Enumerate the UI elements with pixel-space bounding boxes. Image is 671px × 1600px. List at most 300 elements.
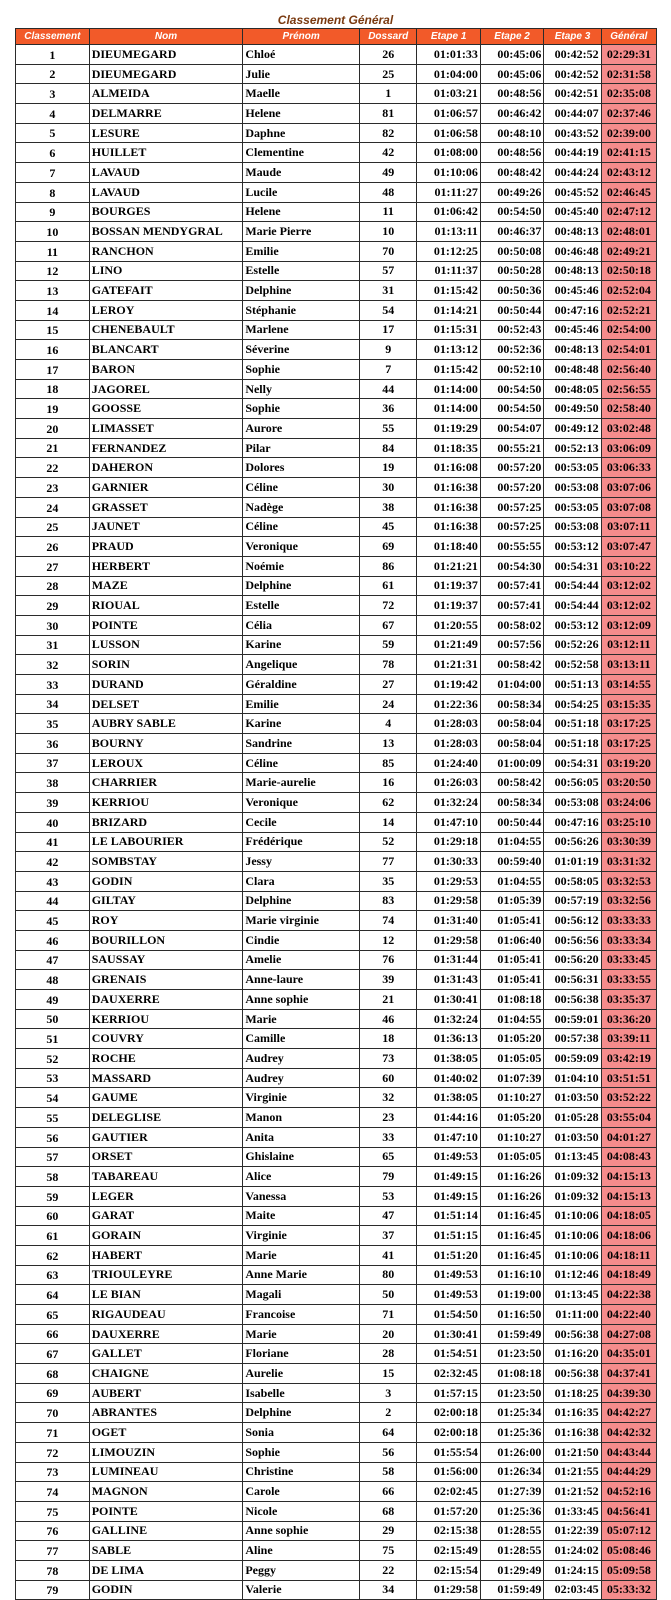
cell-etape1: 01:51:15 — [417, 1226, 480, 1246]
cell-nom: GILTAY — [89, 891, 243, 911]
cell-dossard: 20 — [360, 1324, 417, 1344]
cell-etape3: 00:56:12 — [544, 911, 601, 931]
cell-etape1: 01:19:37 — [417, 576, 480, 596]
cell-etape1: 01:29:18 — [417, 832, 480, 852]
cell-etape1: 02:02:45 — [417, 1482, 480, 1502]
cell-dossard: 28 — [360, 1344, 417, 1364]
cell-general: 03:52:22 — [601, 1088, 656, 1108]
cell-classement: 42 — [16, 852, 90, 872]
cell-etape2: 01:05:05 — [480, 1147, 543, 1167]
cell-etape2: 01:23:50 — [480, 1344, 543, 1364]
cell-dossard: 18 — [360, 1029, 417, 1049]
cell-general: 03:51:51 — [601, 1068, 656, 1088]
cell-etape1: 01:16:38 — [417, 517, 480, 537]
cell-prenom: Marie — [243, 1009, 360, 1029]
cell-etape3: 01:05:28 — [544, 1108, 601, 1128]
cell-general: 03:33:33 — [601, 911, 656, 931]
cell-prenom: Emilie — [243, 241, 360, 261]
page-title: Classement Général — [277, 13, 394, 27]
table-row — [16, 1226, 657, 1246]
cell-dossard: 55 — [360, 419, 417, 439]
cell-etape3: 00:53:08 — [544, 517, 601, 537]
cell-classement: 41 — [16, 832, 90, 852]
cell-general: 02:50:18 — [601, 261, 656, 281]
table-row — [16, 635, 657, 655]
cell-classement: 22 — [16, 458, 90, 478]
cell-classement: 69 — [16, 1383, 90, 1403]
table-row — [16, 1324, 657, 1344]
cell-etape2: 01:05:39 — [480, 891, 543, 911]
cell-nom: GAUTIER — [89, 1127, 243, 1147]
cell-prenom: Clara — [243, 871, 360, 891]
cell-general: 03:39:11 — [601, 1029, 656, 1049]
table-row — [16, 143, 657, 163]
cell-dossard: 49 — [360, 163, 417, 183]
cell-etape3: 00:45:46 — [544, 320, 601, 340]
cell-dossard: 48 — [360, 182, 417, 202]
cell-nom: AUBERT — [89, 1383, 243, 1403]
cell-classement: 23 — [16, 478, 90, 498]
cell-classement: 79 — [16, 1580, 90, 1600]
cell-nom: PRAUD — [89, 537, 243, 557]
cell-prenom: Virginie — [243, 1226, 360, 1246]
table-row — [16, 241, 657, 261]
cell-etape1: 01:21:21 — [417, 556, 480, 576]
cell-prenom: Helene — [243, 202, 360, 222]
cell-general: 04:52:16 — [601, 1482, 656, 1502]
cell-general: 03:33:45 — [601, 950, 656, 970]
cell-nom: ABRANTES — [89, 1403, 243, 1423]
cell-etape1: 01:12:25 — [417, 241, 480, 261]
table-row — [16, 45, 657, 65]
cell-dossard: 59 — [360, 635, 417, 655]
table-row — [16, 64, 657, 84]
cell-nom: MAGNON — [89, 1482, 243, 1502]
cell-dossard: 54 — [360, 300, 417, 320]
cell-etape1: 01:11:37 — [417, 261, 480, 281]
cell-nom: LUSSON — [89, 635, 243, 655]
cell-nom: RANCHON — [89, 241, 243, 261]
cell-etape2: 01:05:41 — [480, 970, 543, 990]
cell-etape1: 01:11:27 — [417, 182, 480, 202]
cell-prenom: Delphine — [243, 576, 360, 596]
cell-dossard: 31 — [360, 281, 417, 301]
cell-etape1: 01:49:15 — [417, 1186, 480, 1206]
cell-etape2: 00:58:34 — [480, 694, 543, 714]
cell-dossard: 35 — [360, 871, 417, 891]
cell-etape3: 01:04:10 — [544, 1068, 601, 1088]
cell-dossard: 57 — [360, 261, 417, 281]
cell-general: 03:12:02 — [601, 576, 656, 596]
cell-classement: 56 — [16, 1127, 90, 1147]
cell-etape2: 01:16:50 — [480, 1305, 543, 1325]
table-row — [16, 970, 657, 990]
cell-classement: 6 — [16, 143, 90, 163]
cell-prenom: Sophie — [243, 360, 360, 380]
table-row — [16, 478, 657, 498]
table-body — [16, 45, 657, 1600]
cell-prenom: Séverine — [243, 340, 360, 360]
cell-etape1: 01:19:29 — [417, 419, 480, 439]
cell-etape2: 01:16:45 — [480, 1245, 543, 1265]
cell-dossard: 16 — [360, 773, 417, 793]
cell-etape2: 01:07:39 — [480, 1068, 543, 1088]
cell-etape3: 00:53:08 — [544, 793, 601, 813]
cell-general: 02:35:08 — [601, 84, 656, 104]
cell-dossard: 9 — [360, 340, 417, 360]
cell-classement: 31 — [16, 635, 90, 655]
cell-etape2: 00:52:10 — [480, 360, 543, 380]
table-row — [16, 714, 657, 734]
cell-etape2: 00:52:36 — [480, 340, 543, 360]
table-row — [16, 1305, 657, 1325]
cell-general: 04:01:27 — [601, 1127, 656, 1147]
table-row — [16, 990, 657, 1010]
cell-dossard: 68 — [360, 1501, 417, 1521]
cell-nom: BOURGES — [89, 202, 243, 222]
cell-prenom: Magali — [243, 1285, 360, 1305]
cell-general: 03:24:06 — [601, 793, 656, 813]
cell-dossard: 41 — [360, 1245, 417, 1265]
cell-etape1: 01:21:49 — [417, 635, 480, 655]
cell-dossard: 64 — [360, 1423, 417, 1443]
cell-general: 02:43:12 — [601, 163, 656, 183]
cell-etape1: 01:54:50 — [417, 1305, 480, 1325]
cell-nom: ALMEIDA — [89, 84, 243, 104]
cell-nom: BLANCART — [89, 340, 243, 360]
cell-prenom: Nicole — [243, 1501, 360, 1521]
cell-nom: GARAT — [89, 1206, 243, 1226]
cell-etape1: 01:36:13 — [417, 1029, 480, 1049]
cell-general: 05:07:12 — [601, 1521, 656, 1541]
cell-prenom: Sophie — [243, 399, 360, 419]
cell-general: 04:39:30 — [601, 1383, 656, 1403]
cell-etape2: 01:04:55 — [480, 871, 543, 891]
cell-prenom: Veronique — [243, 793, 360, 813]
cell-prenom: Estelle — [243, 261, 360, 281]
cell-dossard: 60 — [360, 1068, 417, 1088]
cell-etape3: 01:11:00 — [544, 1305, 601, 1325]
cell-etape3: 00:47:16 — [544, 300, 601, 320]
cell-nom: LE BIAN — [89, 1285, 243, 1305]
cell-etape3: 00:56:05 — [544, 773, 601, 793]
cell-etape3: 02:03:45 — [544, 1580, 601, 1600]
cell-classement: 10 — [16, 222, 90, 242]
cell-dossard: 80 — [360, 1265, 417, 1285]
col-header-prenom: Prénom — [243, 29, 360, 45]
cell-dossard: 52 — [360, 832, 417, 852]
cell-etape3: 00:49:12 — [544, 419, 601, 439]
cell-etape2: 01:26:00 — [480, 1442, 543, 1462]
cell-classement: 45 — [16, 911, 90, 931]
cell-nom: GAUME — [89, 1088, 243, 1108]
cell-etape3: 00:44:19 — [544, 143, 601, 163]
cell-classement: 72 — [16, 1442, 90, 1462]
cell-etape2: 00:58:02 — [480, 615, 543, 635]
cell-etape1: 01:30:41 — [417, 1324, 480, 1344]
cell-etape2: 00:48:10 — [480, 123, 543, 143]
cell-etape3: 01:21:55 — [544, 1462, 601, 1482]
table-row — [16, 1108, 657, 1128]
cell-dossard: 32 — [360, 1088, 417, 1108]
cell-prenom: Camille — [243, 1029, 360, 1049]
cell-prenom: Jessy — [243, 852, 360, 872]
cell-etape2: 00:54:30 — [480, 556, 543, 576]
cell-dossard: 67 — [360, 615, 417, 635]
cell-nom: DAHERON — [89, 458, 243, 478]
cell-etape2: 00:46:37 — [480, 222, 543, 242]
cell-etape3: 00:58:05 — [544, 871, 601, 891]
cell-classement: 9 — [16, 202, 90, 222]
cell-etape3: 00:54:25 — [544, 694, 601, 714]
table-row — [16, 281, 657, 301]
cell-nom: DE LIMA — [89, 1560, 243, 1580]
table-row — [16, 1049, 657, 1069]
cell-classement: 27 — [16, 556, 90, 576]
cell-nom: AUBRY SABLE — [89, 714, 243, 734]
cell-dossard: 44 — [360, 379, 417, 399]
cell-classement: 57 — [16, 1147, 90, 1167]
cell-nom: COUVRY — [89, 1029, 243, 1049]
cell-etape1: 01:32:24 — [417, 793, 480, 813]
cell-dossard: 71 — [360, 1305, 417, 1325]
cell-etape3: 00:59:01 — [544, 1009, 601, 1029]
cell-etape3: 01:01:19 — [544, 852, 601, 872]
cell-classement: 59 — [16, 1186, 90, 1206]
cell-general: 03:31:32 — [601, 852, 656, 872]
table-row — [16, 1167, 657, 1187]
cell-prenom: Noémie — [243, 556, 360, 576]
cell-prenom: Emilie — [243, 694, 360, 714]
cell-etape2: 01:27:39 — [480, 1482, 543, 1502]
cell-nom: BRIZARD — [89, 812, 243, 832]
cell-etape2: 01:05:20 — [480, 1029, 543, 1049]
table-row — [16, 675, 657, 695]
cell-dossard: 79 — [360, 1167, 417, 1187]
cell-general: 02:49:21 — [601, 241, 656, 261]
cell-nom: GORAIN — [89, 1226, 243, 1246]
cell-dossard: 45 — [360, 517, 417, 537]
table-row — [16, 773, 657, 793]
cell-nom: CHENEBAULT — [89, 320, 243, 340]
cell-etape1: 01:49:53 — [417, 1285, 480, 1305]
cell-etape1: 01:38:05 — [417, 1088, 480, 1108]
cell-nom: GARNIER — [89, 478, 243, 498]
cell-dossard: 76 — [360, 950, 417, 970]
cell-prenom: Cindie — [243, 930, 360, 950]
cell-classement: 7 — [16, 163, 90, 183]
cell-classement: 12 — [16, 261, 90, 281]
cell-etape1: 01:16:38 — [417, 497, 480, 517]
cell-prenom: Karine — [243, 714, 360, 734]
cell-general: 03:07:06 — [601, 478, 656, 498]
cell-prenom: Alice — [243, 1167, 360, 1187]
cell-etape1: 01:03:21 — [417, 84, 480, 104]
cell-classement: 63 — [16, 1265, 90, 1285]
table-row — [16, 261, 657, 281]
table-row — [16, 911, 657, 931]
cell-prenom: Daphne — [243, 123, 360, 143]
cell-nom: BOSSAN MENDYGRAL — [89, 222, 243, 242]
cell-dossard: 2 — [360, 1403, 417, 1423]
cell-general: 02:47:12 — [601, 202, 656, 222]
cell-etape3: 01:10:06 — [544, 1226, 601, 1246]
table-row — [16, 1265, 657, 1285]
cell-prenom: Maude — [243, 163, 360, 183]
cell-prenom: Frédérique — [243, 832, 360, 852]
cell-general: 05:08:46 — [601, 1541, 656, 1561]
cell-etape1: 01:51:14 — [417, 1206, 480, 1226]
cell-general: 02:41:15 — [601, 143, 656, 163]
table-row — [16, 202, 657, 222]
table-row — [16, 694, 657, 714]
cell-dossard: 56 — [360, 1442, 417, 1462]
cell-etape1: 02:00:18 — [417, 1423, 480, 1443]
col-header-classement: Classement — [16, 29, 90, 45]
cell-prenom: Marie — [243, 1245, 360, 1265]
cell-etape2: 01:05:20 — [480, 1108, 543, 1128]
cell-classement: 73 — [16, 1462, 90, 1482]
cell-general: 02:54:01 — [601, 340, 656, 360]
cell-classement: 66 — [16, 1324, 90, 1344]
table-row — [16, 182, 657, 202]
table-row — [16, 1245, 657, 1265]
cell-etape3: 00:59:09 — [544, 1049, 601, 1069]
table-row — [16, 104, 657, 124]
cell-nom: LEROY — [89, 300, 243, 320]
cell-classement: 71 — [16, 1423, 90, 1443]
cell-general: 03:14:55 — [601, 675, 656, 695]
cell-dossard: 39 — [360, 970, 417, 990]
cell-etape1: 01:16:38 — [417, 478, 480, 498]
cell-classement: 40 — [16, 812, 90, 832]
cell-classement: 11 — [16, 241, 90, 261]
cell-etape1: 01:19:42 — [417, 675, 480, 695]
cell-etape1: 01:49:53 — [417, 1265, 480, 1285]
table-row — [16, 615, 657, 635]
cell-etape3: 00:56:26 — [544, 832, 601, 852]
table-row — [16, 556, 657, 576]
cell-nom: GOOSSE — [89, 399, 243, 419]
cell-etape3: 00:56:56 — [544, 930, 601, 950]
cell-prenom: Marie-aurelie — [243, 773, 360, 793]
cell-prenom: Amelie — [243, 950, 360, 970]
cell-dossard: 13 — [360, 734, 417, 754]
cell-etape2: 01:16:10 — [480, 1265, 543, 1285]
cell-etape3: 00:42:52 — [544, 64, 601, 84]
cell-dossard: 69 — [360, 537, 417, 557]
cell-general: 05:09:58 — [601, 1560, 656, 1580]
cell-general: 04:37:41 — [601, 1364, 656, 1384]
cell-classement: 8 — [16, 182, 90, 202]
cell-etape2: 00:58:34 — [480, 793, 543, 813]
table-row — [16, 222, 657, 242]
cell-etape2: 01:28:55 — [480, 1521, 543, 1541]
cell-nom: LE LABOURIER — [89, 832, 243, 852]
cell-etape3: 01:13:45 — [544, 1147, 601, 1167]
cell-nom: TRIOULEYRE — [89, 1265, 243, 1285]
cell-etape3: 01:03:50 — [544, 1088, 601, 1108]
cell-prenom: Clementine — [243, 143, 360, 163]
cell-etape1: 01:14:00 — [417, 379, 480, 399]
cell-classement: 58 — [16, 1167, 90, 1187]
cell-general: 04:44:29 — [601, 1462, 656, 1482]
cell-prenom: Céline — [243, 478, 360, 498]
table-row — [16, 537, 657, 557]
cell-classement: 30 — [16, 615, 90, 635]
cell-general: 03:13:11 — [601, 655, 656, 675]
cell-etape2: 00:45:06 — [480, 64, 543, 84]
cell-etape1: 01:54:51 — [417, 1344, 480, 1364]
cell-etape3: 01:24:15 — [544, 1560, 601, 1580]
cell-classement: 50 — [16, 1009, 90, 1029]
cell-etape2: 01:16:26 — [480, 1167, 543, 1187]
cell-general: 03:35:37 — [601, 990, 656, 1010]
table-row — [16, 1482, 657, 1502]
table-row — [16, 1009, 657, 1029]
cell-etape3: 00:42:52 — [544, 45, 601, 65]
cell-prenom: Pilar — [243, 438, 360, 458]
cell-etape3: 00:56:38 — [544, 990, 601, 1010]
cell-etape1: 01:24:40 — [417, 753, 480, 773]
col-header-general: Général — [601, 29, 656, 45]
cell-prenom: Maelle — [243, 84, 360, 104]
cell-classement: 35 — [16, 714, 90, 734]
cell-etape3: 00:52:13 — [544, 438, 601, 458]
cell-nom: LEGER — [89, 1186, 243, 1206]
cell-classement: 51 — [16, 1029, 90, 1049]
cell-etape3: 01:12:46 — [544, 1265, 601, 1285]
cell-prenom: Carole — [243, 1482, 360, 1502]
cell-classement: 52 — [16, 1049, 90, 1069]
cell-etape1: 01:08:00 — [417, 143, 480, 163]
cell-nom: LIMASSET — [89, 419, 243, 439]
cell-nom: RIGAUDEAU — [89, 1305, 243, 1325]
cell-etape3: 01:33:45 — [544, 1501, 601, 1521]
cell-nom: BARON — [89, 360, 243, 380]
cell-nom: ORSET — [89, 1147, 243, 1167]
cell-classement: 34 — [16, 694, 90, 714]
cell-nom: DIEUMEGARD — [89, 64, 243, 84]
cell-etape2: 00:57:56 — [480, 635, 543, 655]
cell-prenom: Virginie — [243, 1088, 360, 1108]
cell-classement: 1 — [16, 45, 90, 65]
cell-classement: 16 — [16, 340, 90, 360]
cell-general: 04:42:32 — [601, 1423, 656, 1443]
cell-etape3: 00:51:13 — [544, 675, 601, 695]
cell-etape3: 01:03:50 — [544, 1127, 601, 1147]
cell-general: 03:32:56 — [601, 891, 656, 911]
table-row — [16, 300, 657, 320]
cell-prenom: Vanessa — [243, 1186, 360, 1206]
cell-etape2: 00:45:06 — [480, 45, 543, 65]
cell-etape3: 01:21:52 — [544, 1482, 601, 1502]
cell-prenom: Stéphanie — [243, 300, 360, 320]
cell-general: 05:33:32 — [601, 1580, 656, 1600]
cell-etape1: 01:14:21 — [417, 300, 480, 320]
cell-dossard: 38 — [360, 497, 417, 517]
cell-nom: SOMBSTAY — [89, 852, 243, 872]
table-row — [16, 1068, 657, 1088]
cell-prenom: Sonia — [243, 1423, 360, 1443]
table-row — [16, 123, 657, 143]
cell-etape2: 00:57:25 — [480, 517, 543, 537]
cell-classement: 13 — [16, 281, 90, 301]
cell-classement: 60 — [16, 1206, 90, 1226]
cell-etape2: 00:57:25 — [480, 497, 543, 517]
cell-etape3: 00:53:08 — [544, 478, 601, 498]
col-header-nom: Nom — [89, 29, 243, 45]
